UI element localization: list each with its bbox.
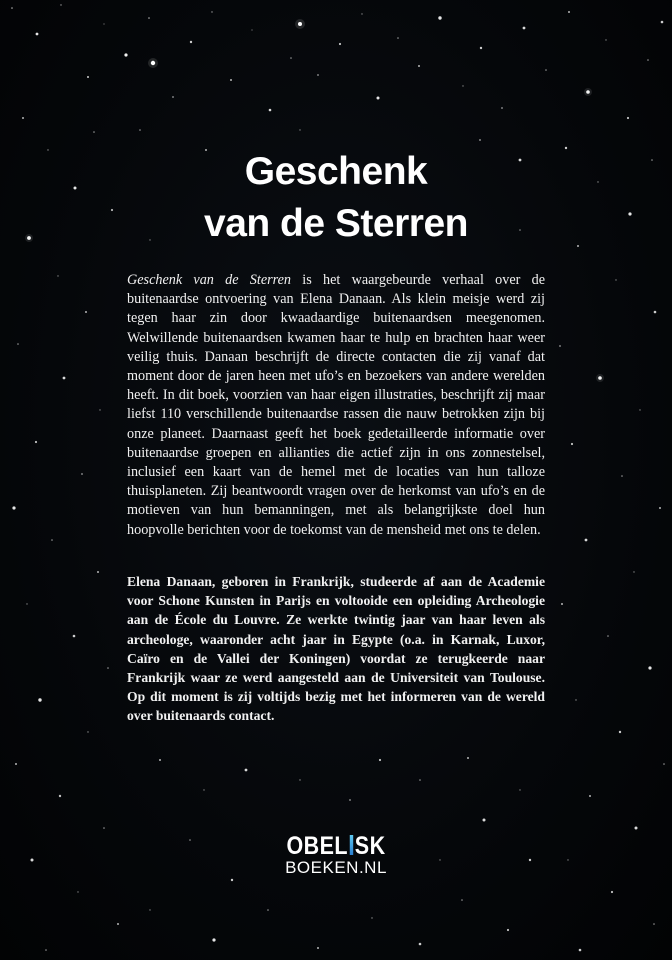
publisher-logo-right: SK [354,832,386,860]
publisher-logo [276,833,396,877]
book-title [0,146,672,250]
publisher-logo-wordmark [284,833,387,859]
publisher-logo-left: OBEL [286,832,348,860]
obelisk-icon [350,835,353,855]
book-synopsis-text: is het waargebeurde verhaal over de buitenaardse ontvoering van Elena Danaan. Als klein meisje werd zij tegen haar zin door kwaadaardige buitenaardsen meegenomen. Welwillende buitenaardsen kwamen haar te hulp en brachten haar weer veilig thuis. Danaan beschrijft de directe contacten die zij vanaf dat moment door de jaren heen met ufo’s en bezoekers van andere werelden heeft. In dit boek, voorzien van haar eigen illustraties, beschrijft zij maar liefst 110 verschillende buitenaardse rassen die nauw betrokken zijn bij onze planeet. Daarnaast geeft het boek gedetailleerde informatie over buitenaardse groepen en allianties die actief zijn in ons zonnestelsel, inclusief een kaart van de hemel met de locaties van hun talloze thuisplaneten. Zij beantwoordt vragen over de herkomst van ufo’s en de motieven van hun bemanningen, met als belangrijkste doel hun hoopvolle berichten voor de toekomst van de mensheid met ons te delen. [127,272,545,538]
book-title-line-1: Geschenk [244,150,428,193]
book-synopsis [127,271,545,540]
book-synopsis-title: Geschenk van de Sterren [127,272,292,288]
book-title-line-2: van de Sterren [204,202,468,245]
publisher-website: BOEKEN.NL [285,858,387,877]
author-bio: Elena Danaan, geboren in Frankrijk, studeerde af aan de Academie voor Schone Kunsten in Parijs en voltooide een opleiding Archeologie aan de École du Louvre. Ze werkte twintig jaar van haar leven als archeologe, waaronder acht jaar in Egypte (o.a. in Karnak, Luxor, Caïro en de Vallei der Koningen) voordat ze terugkeerde naar Frankrijk waar ze werd aangesteld aan de Universiteit van Toulouse. Op dit moment is zij voltijds bezig met het informeren van de wereld over buitenaards contact. [127,574,545,724]
